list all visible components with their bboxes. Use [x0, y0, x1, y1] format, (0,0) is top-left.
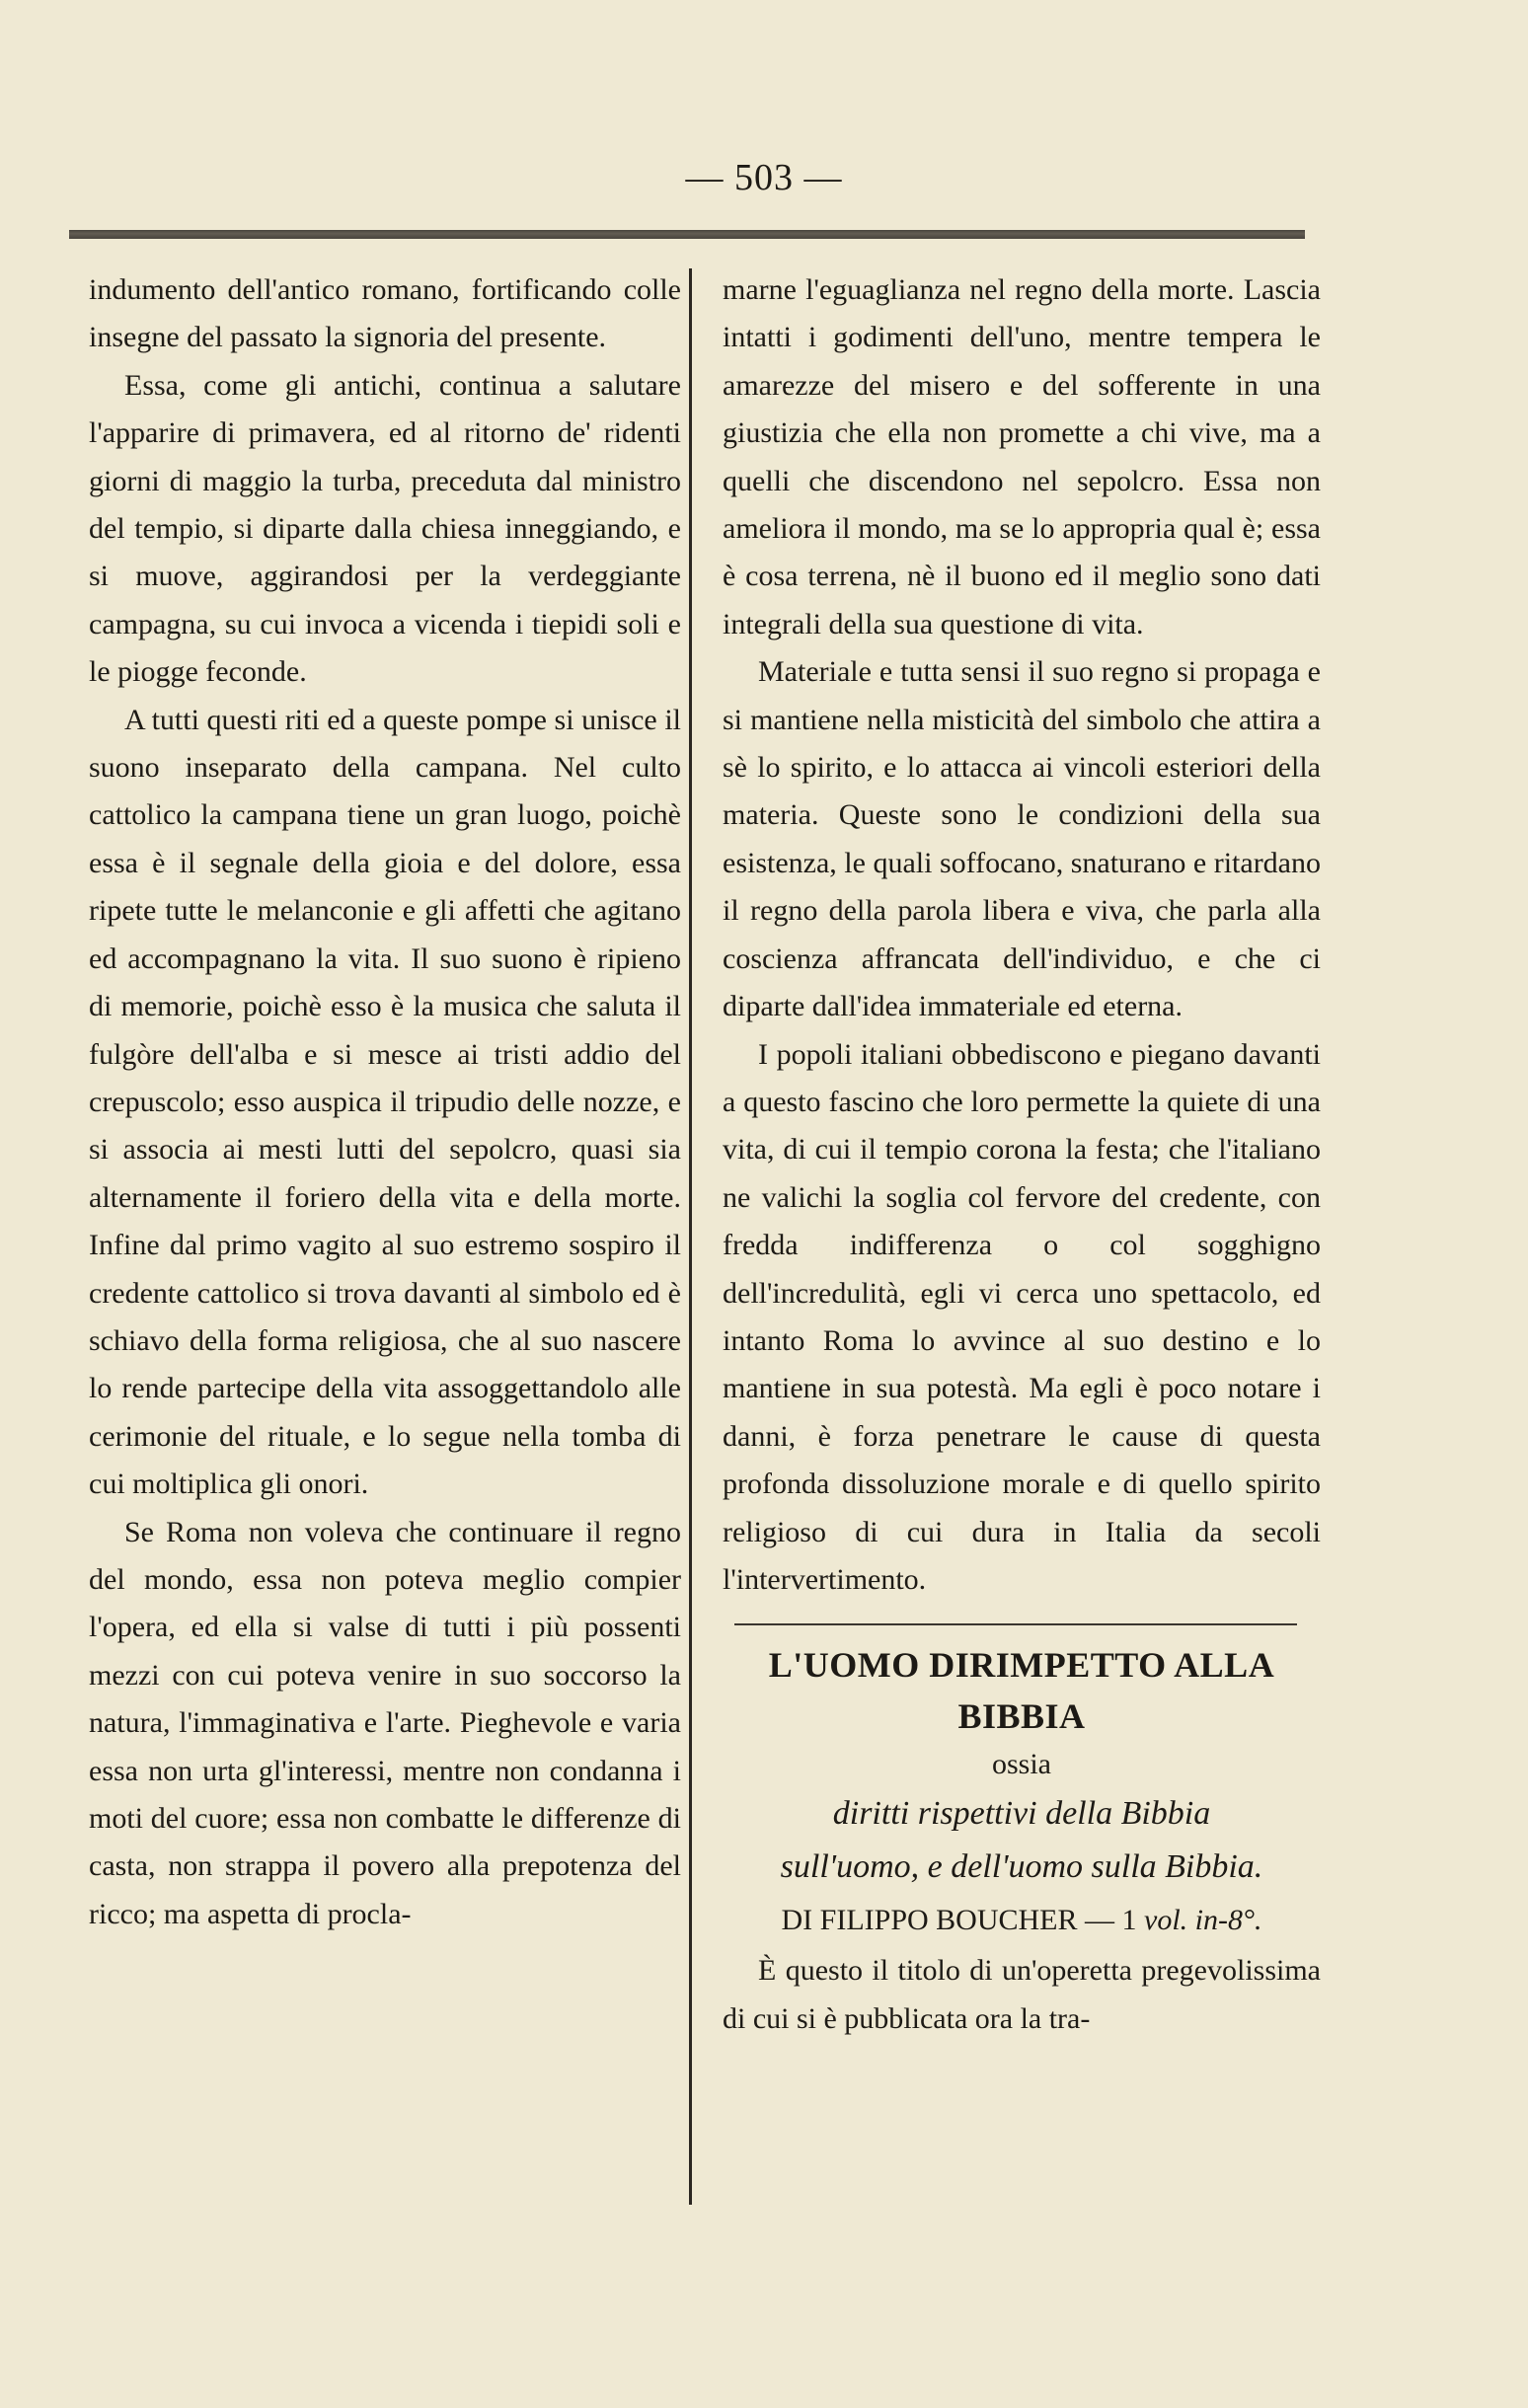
paragraph: Se Roma non voleva che continuare il regno del mondo, essa non poteva meglio compier l'opera, ed ella si valse di tutti i più possenti mezzi con cui poteva venire in suo soccorso la natura, l'immaginativa e l'arte. Pieghevole e varia essa non urta gl'interessi, mentre non condanna i moti del cuore; essa non combatte le differenze di casta, non strappa il povero alla prepotenza del ricco; ma aspetta di procla-	[89, 1515, 681, 1930]
paragraph: indumento dell'antico romano, fortificando colle insegne del passato la signoria del presente.	[89, 273, 681, 354]
article-author	[723, 1894, 1321, 1947]
column-divider	[689, 268, 692, 2205]
paragraph: A tutti questi riti ed a queste pompe si unisce il suono inseparato della campana. Nel culto cattolico la campana tiene un gran luogo, poichè essa è il segnale della gioia e del dolore, essa ripete tutte le melanconie e gli affetti che agitano ed accompagnano la vita. Il suo suono è ripieno di memorie, poichè esso è la musica che saluta il fulgòre dell'alba e si mesce ai tristi addio del crepuscolo; esso auspica il tripudio delle nozze, e si associa ai mesti lutti del sepolcro, quasi sia alternamente il foriero della vita e della morte. Infine dal primo vagito al suo estremo sospiro il credente cattolico si trova davanti al simbolo ed è schiavo della forma religiosa, che al suo nascere lo rende partecipe della vita assoggettandolo alle cerimonie del rituale, e lo segue nella tomba di cui moltiplica gli onori.	[89, 703, 681, 1501]
article-intro: È questo il titolo di un'operetta pregevolissima di cui si è pubblicata ora la tra-	[723, 1954, 1321, 2035]
article-title: L'UOMO DIRIMPETTO ALLA BIBBIA	[768, 1645, 1275, 1737]
top-rule	[69, 230, 1305, 239]
paragraph: Essa, come gli antichi, continua a salutare l'apparire di primavera, ed al ritorno de' ridenti giorni di maggio la turba, preceduta dal ministro del tempio, si diparte dalla chiesa inneggiando, e si muove, aggirandosi per la verdeggiante campagna, su cui invoca a vicenda i tiepidi soli e le piogge feconde.	[89, 368, 681, 689]
left-column	[89, 266, 681, 1938]
paragraph: Materiale e tutta sensi il suo regno si propaga e si mantiene nella misticità del simbolo che attira a sè lo spirito, e lo attacca ai vincoli esteriori della materia. Queste sono le condizioni della sua esistenza, le quali soffocano, snaturano e ritardano il regno della parola libera e viva, che parla alla coscienza affrancata dell'individuo, e che ci diparte dall'idea immateriale ed eterna.	[723, 655, 1321, 1023]
paragraph: marne l'eguaglianza nel regno della morte. Lascia intatti i godimenti dell'uno, mentre tempera le amarezze del misero e del sofferente in una giustizia che ella non promette a chi vive, ma a quelli che discendono nel sepolcro. Essa non ameliora il mondo, ma se lo appropria qual è; essa è cosa terrena, nè il buono ed il meglio sono dati integrali della sua questione di vita.	[723, 273, 1321, 640]
article-ossia: ossia	[992, 1748, 1051, 1781]
paragraph: I popoli italiani obbediscono e piegano davanti a questo fascino che loro permette la quiete di una vita, di cui il tempio corona la festa; che l'italiano ne valichi la soglia col fervore del credente, con fredda indifferenza o col sogghigno dell'incredulità, egli vi cerca uno spettacolo, ed intanto Roma lo avvince al suo destino e lo mantiene in sua potestà. Ma egli è poco notare i danni, è forza penetrare le cause di questa profonda dissoluzione morale e di quello spirito religioso di cui dura in Italia da secoli l'intervertimento.	[723, 1037, 1321, 1596]
article-subtitle-line2: sull'uomo, e dell'uomo sulla Bibbia.	[780, 1848, 1263, 1886]
page-number: — 503 —	[685, 157, 843, 198]
article-author-volume: vol. in-8°.	[1144, 1904, 1262, 1937]
article-author-name: DI FILIPPO BOUCHER — 1	[781, 1904, 1137, 1937]
article-subtitle-line1: diritti rispettivi della Bibbia	[832, 1795, 1211, 1833]
article-title-rule	[734, 1623, 1297, 1625]
right-column	[723, 266, 1321, 2043]
